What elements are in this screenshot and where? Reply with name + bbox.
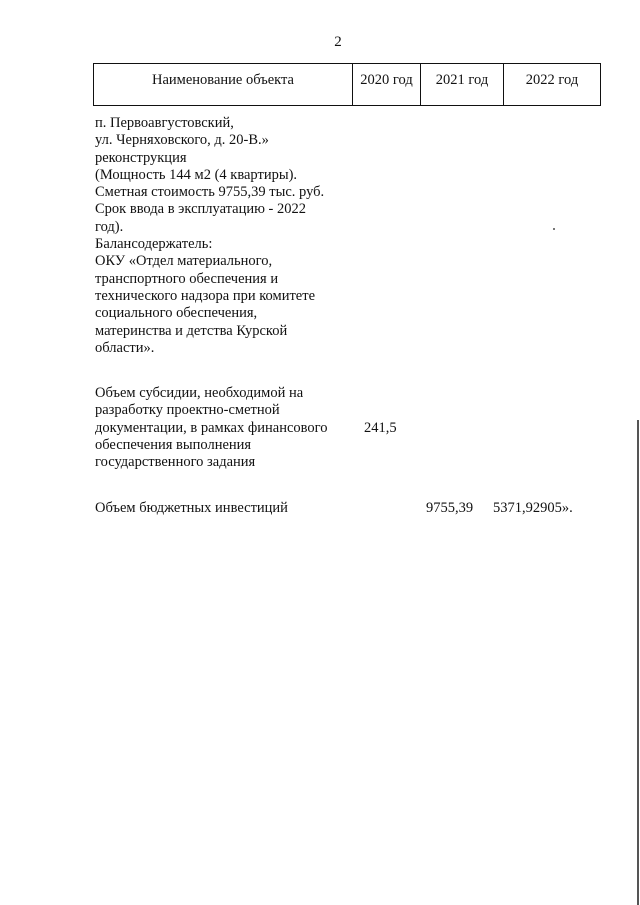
header-cell-2020: 2020 год [353, 64, 421, 106]
page-number: 2 [334, 34, 342, 50]
table-header-row [94, 64, 601, 106]
object-description [95, 115, 355, 357]
subsidy-line: Объем субсидии, необходимой на [95, 385, 304, 401]
object-line: реконструкция [95, 149, 187, 166]
object-line: социального обеспечения, [95, 305, 258, 322]
object-line: ОКУ «Отдел материального, [95, 253, 273, 270]
object-line: области». [95, 339, 155, 356]
object-line: материнства и детства Курской [95, 322, 288, 339]
object-line: Сметная стоимость 9755,39 тыс. руб. [95, 184, 325, 201]
object-line: ул. Черняховского, д. 20-В.» [95, 132, 269, 149]
investments-value-2021: 9755,39 [426, 500, 474, 516]
header-cell-2021: 2021 год [421, 64, 504, 106]
scan-artifact-edge [637, 420, 639, 905]
subsidy-line: документации, в рамках финансового [95, 419, 328, 436]
object-line: (Мощность 144 м2 (4 квартиры). [95, 166, 298, 183]
table-header [93, 63, 601, 106]
header-cell-2022: 2022 год [504, 64, 601, 106]
subsidy-value-2020: 241,5 [364, 420, 397, 436]
object-line: транспортного обеспечения и [95, 270, 279, 287]
subsidy-line: разработку проектно-сметной [95, 402, 280, 419]
object-line: Срок ввода в эксплуатацию - 2022 [95, 201, 307, 218]
object-line: год). [95, 218, 124, 235]
subsidy-line: государственного задания [95, 454, 256, 471]
object-line: Балансодержатель: [95, 236, 213, 253]
scan-artifact-dot [553, 228, 555, 230]
object-line: технического надзора при комитете [95, 287, 316, 304]
subsidy-description [95, 385, 355, 471]
investments-value-2022: 5371,92905». [493, 500, 573, 516]
subsidy-line: обеспечения выполнения [95, 436, 252, 453]
object-line: п. Первоавгустовский, [95, 115, 234, 131]
investments-label: Объем бюджетных инвестиций [95, 500, 288, 516]
header-cell-name: Наименование объекта [94, 64, 353, 106]
